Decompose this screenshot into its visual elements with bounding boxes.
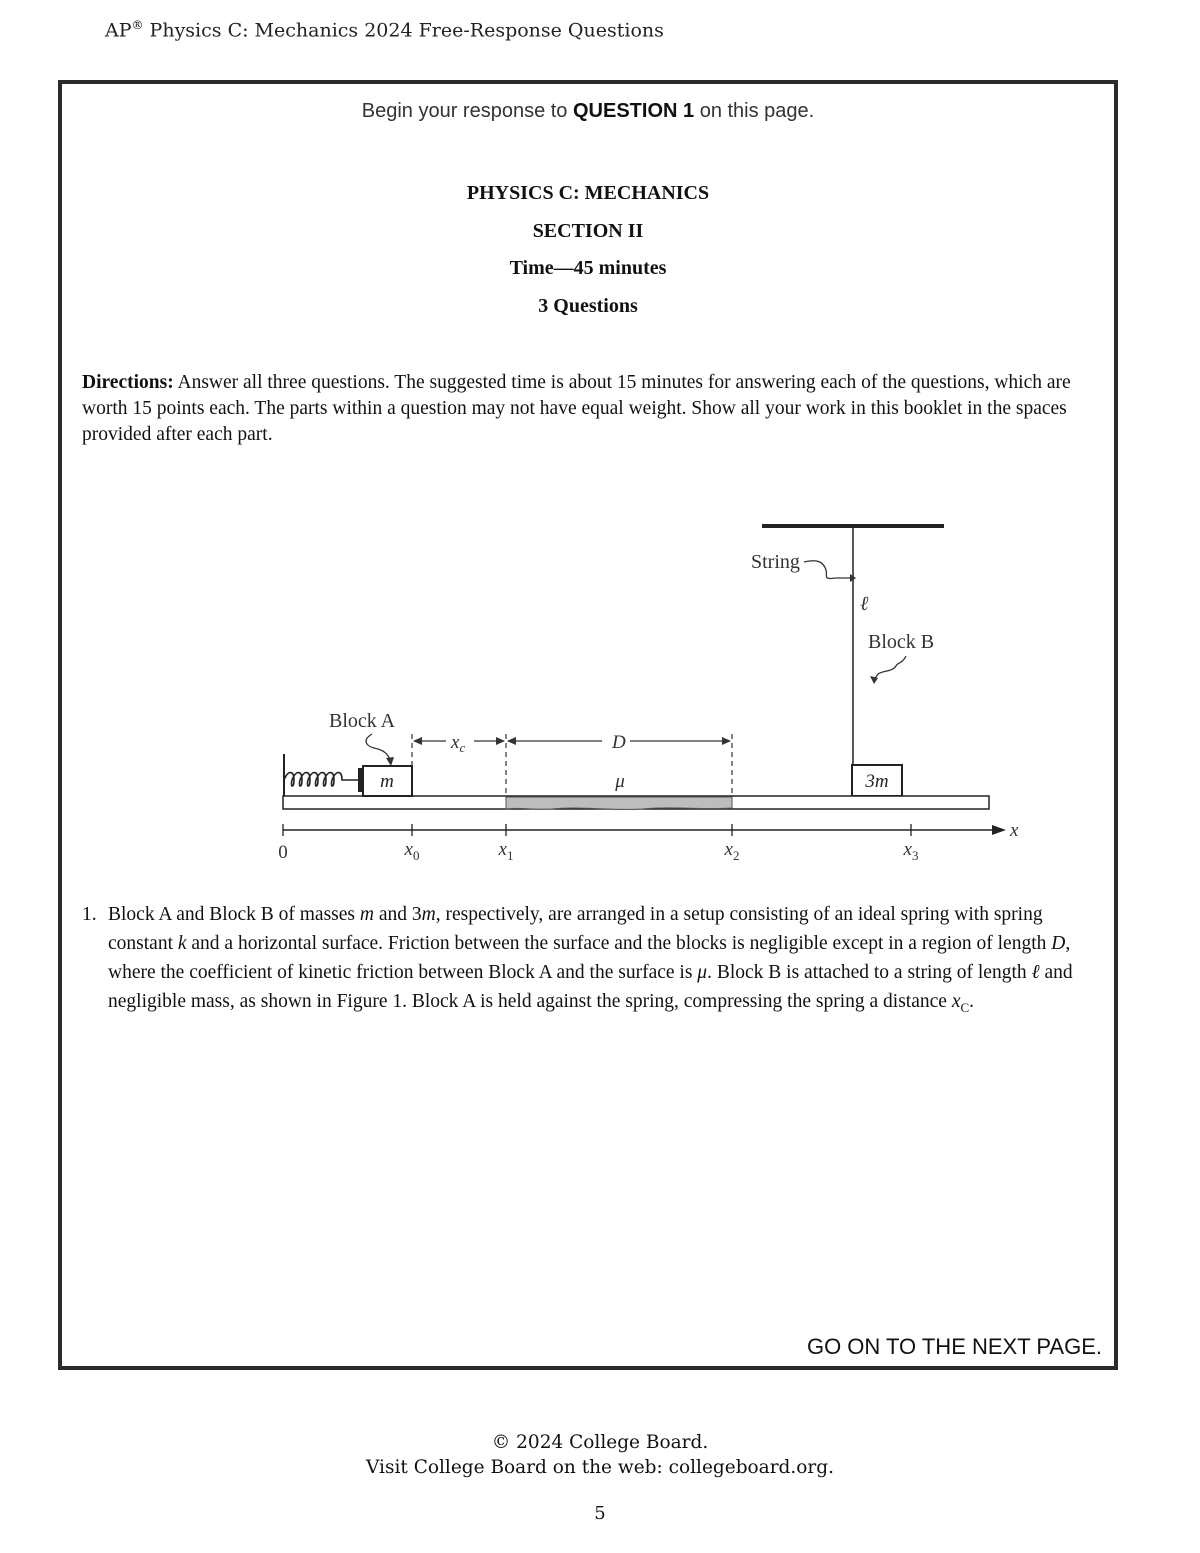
footer-copyright: © 2024 College Board.: [491, 1432, 709, 1453]
begin-response-line: [62, 100, 1114, 123]
block-b-label: Block B: [868, 631, 935, 653]
question-1: [82, 900, 1092, 1022]
block-a-mass: m: [380, 771, 394, 792]
block-b-pointer-arrow: [874, 656, 906, 680]
q-text-6: . Block B is attached to a string of length: [707, 962, 1032, 983]
begin-question-label: QUESTION 1: [573, 100, 695, 122]
tick-x1-sub: 1: [506, 848, 514, 863]
tick-x0-sub: 0: [412, 848, 420, 863]
d-dimension-label: D: [612, 732, 626, 753]
q-xc-sub: C: [960, 999, 970, 1015]
block-a-pointer-arrow: [366, 734, 390, 760]
begin-text-post: on this page.: [694, 100, 815, 122]
block-a-pointer-arrowhead: [386, 757, 394, 766]
q-text-7: and negligible mass, as shown in Figure 1. Block A is held against the spring, compressing the spring a distance: [108, 962, 1073, 1012]
xc-dimension-right-arrowhead: [496, 737, 505, 745]
q-text-1: Block A and Block B of masses: [108, 904, 360, 925]
tick-x2-sub: 2: [732, 848, 740, 863]
begin-text-pre: Begin your response to: [361, 100, 573, 122]
d-dimension-left-arrowhead: [507, 737, 516, 745]
q-spring-constant: k: [177, 933, 187, 954]
page-number: 5: [594, 1503, 606, 1524]
section-title: PHYSICS C: MECHANICS: [466, 182, 710, 204]
tick-label-x1: [498, 839, 514, 863]
xc-dimension-label: [450, 732, 465, 755]
response-frame: [58, 80, 1118, 1370]
section-question-count: 3 Questions: [538, 295, 638, 317]
question-1-text: [108, 900, 1092, 1022]
tick-label-0: 0: [278, 842, 288, 863]
figure-1: [202, 504, 1022, 884]
q-text-8: .: [969, 991, 975, 1012]
directions: [82, 370, 1088, 448]
tick-x2-var: x: [724, 839, 733, 860]
tick-x1-var: x: [498, 839, 507, 860]
xc-var: x: [451, 732, 460, 753]
q-mass-3m-var: m: [421, 904, 436, 925]
footer-visit-line: Visit College Board on the web: collegeboard.org.: [366, 1457, 834, 1478]
go-on-next-page: GO ON TO THE NEXT PAGE.: [806, 1334, 1102, 1359]
string-pointer-arrow: [804, 561, 850, 579]
string-label: String: [751, 551, 800, 573]
tick-label-x2: [724, 839, 740, 863]
q-length-d: D: [1051, 933, 1066, 954]
xc-dimension-left-arrowhead: [413, 737, 422, 745]
section-number: SECTION II: [532, 220, 644, 242]
block-a-label: Block A: [329, 710, 396, 732]
section-time: Time—45 minutes: [509, 257, 667, 279]
directions-text: Answer all three questions. The suggested time is about 15 minutes for answering each of the questions, which are worth 15 points each. The parts within a question may not have equal weight. Show all your work in this booklet in the spaces provided after each part.: [82, 372, 1071, 445]
q-mu: μ: [697, 962, 708, 983]
x-axis-arrowhead: [992, 825, 1006, 835]
tick-x0-var: x: [404, 839, 413, 860]
q-mass-m: m: [359, 904, 374, 925]
string-length-label: ℓ: [860, 593, 869, 615]
directions-label: Directions:: [82, 372, 174, 393]
tick-label-x3: [903, 839, 919, 863]
q-xc-var: x: [951, 991, 961, 1012]
spring: [284, 773, 358, 787]
tick-x3-var: x: [903, 839, 912, 860]
q-text-3: , respectively, are arranged in a setup consisting of an ideal spring with spring constant: [108, 904, 1043, 954]
q-text-2: and 3: [373, 904, 422, 925]
block-b-mass: 3m: [865, 771, 889, 792]
tick-label-x0: [404, 839, 420, 863]
running-header: [105, 18, 664, 41]
q-ell: ℓ: [1031, 962, 1040, 983]
question-number: 1.: [82, 904, 97, 925]
header-ap: AP: [105, 19, 132, 42]
block-b-pointer-arrowhead: [870, 676, 878, 684]
friction-coefficient-label: μ: [615, 771, 625, 792]
q-text-4: and a horizontal surface. Friction between the surface and the blocks is negligible except in a region of length: [186, 933, 1052, 954]
q-text-5: , where the coefficient of kinetic friction between Block A and the surface is: [108, 933, 1071, 983]
footer: [0, 1430, 1200, 1480]
friction-region: [506, 797, 732, 809]
d-dimension-right-arrowhead: [722, 737, 731, 745]
header-registered-mark: ®: [131, 18, 144, 32]
tick-x3-sub: 3: [911, 848, 919, 863]
xc-subscript: c: [459, 740, 466, 755]
figure-diagram: [202, 504, 1022, 884]
x-axis-label: x: [1010, 820, 1019, 841]
header-title: Physics C: Mechanics 2024 Free-Response Questions: [143, 19, 664, 42]
